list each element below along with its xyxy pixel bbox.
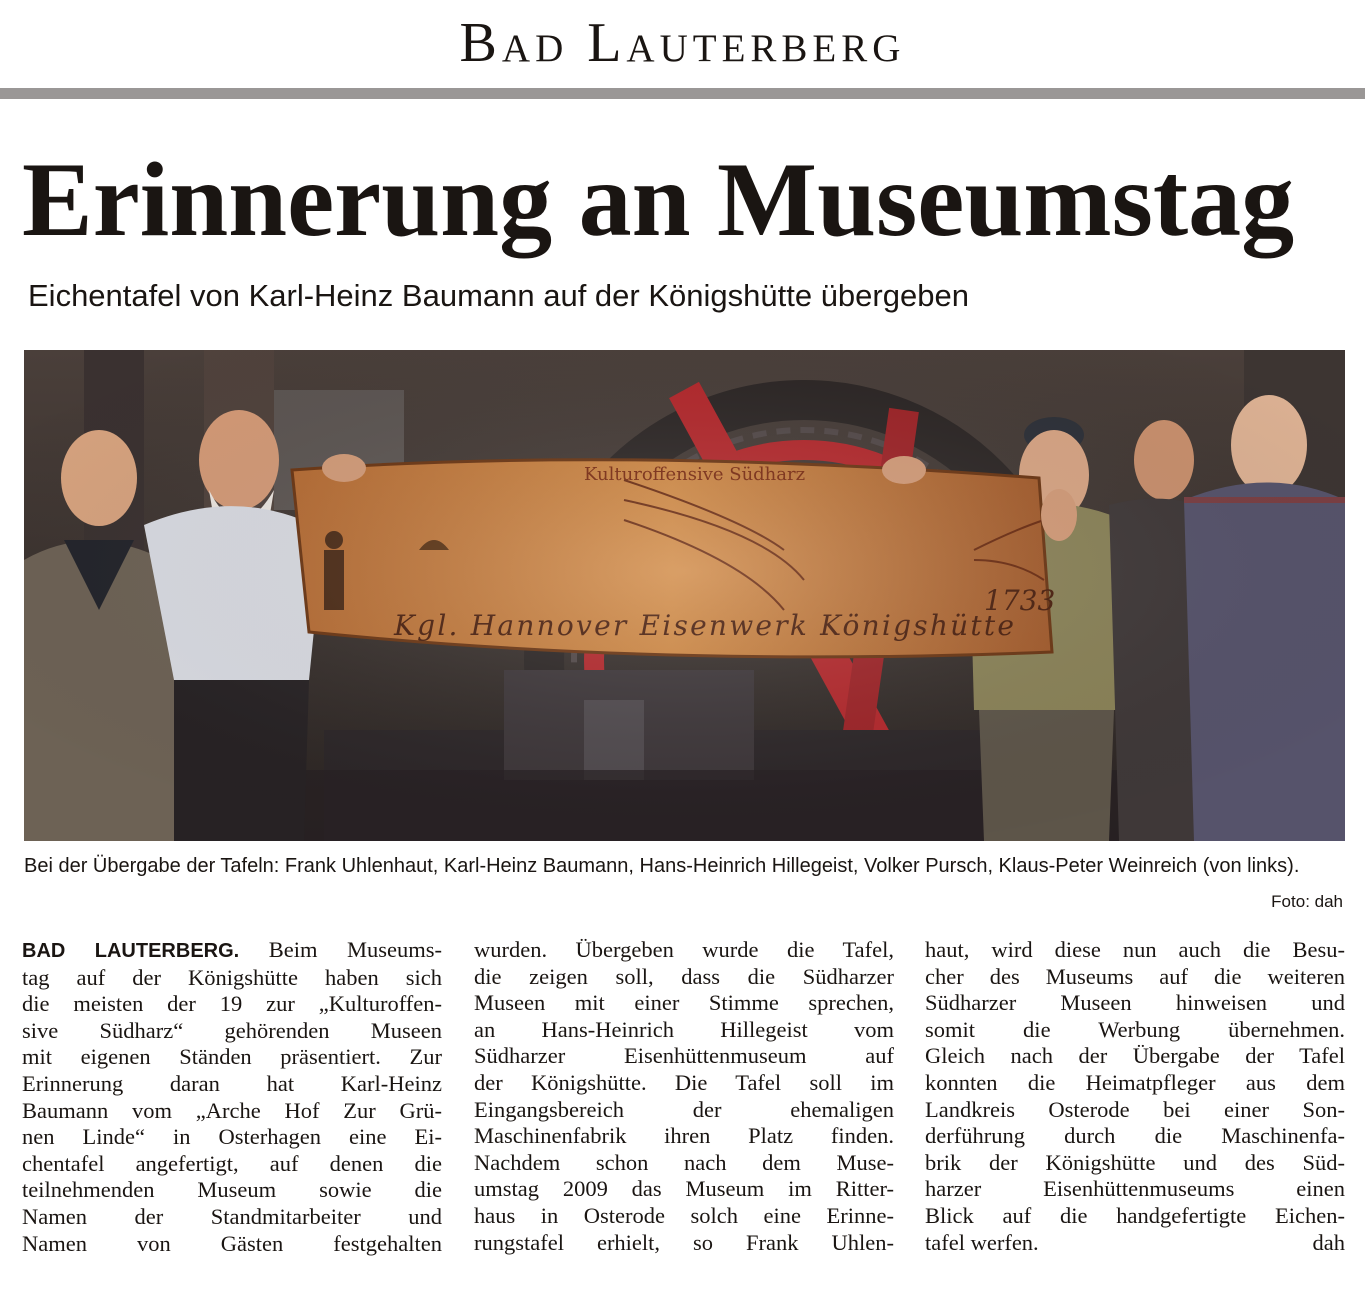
- body-line: Südharzer Eisenhüttenmuseum auf: [474, 1043, 894, 1069]
- body-line: haus in Osterode solch eine Erinne-: [474, 1202, 894, 1228]
- body-line-final: [925, 1230, 1345, 1257]
- body-line: brik der Königshütte und des Süd-: [925, 1149, 1345, 1175]
- body-line: Südharzer Museen hinweisen und: [925, 990, 1345, 1016]
- body-line: Museen mit einer Stimme sprechen,: [474, 990, 894, 1016]
- body-line: konnten die Heimatpfleger aus dem: [925, 1069, 1345, 1095]
- body-line: Namen von Gästen festgehalten: [22, 1230, 442, 1256]
- body-line: derführung durch die Maschinenfa-: [925, 1123, 1345, 1149]
- body-line: Maschinenfabrik ihren Platz finden.: [474, 1123, 894, 1149]
- body-line: Namen der Standmitarbeiter und: [22, 1203, 442, 1229]
- body-line: tafel werfen.: [925, 1229, 1039, 1255]
- body-line: umstag 2009 das Museum im Ritter-: [474, 1176, 894, 1202]
- article-column-3: [925, 937, 1345, 1256]
- body-line: die zeigen soll, dass die Südharzer: [474, 963, 894, 989]
- body-line: an Hans-Heinrich Hillegeist vom: [474, 1016, 894, 1042]
- body-line: Eingangsbereich der ehemaligen: [474, 1096, 894, 1122]
- body-line: sive Südharz“ gehörenden Museen: [22, 1017, 442, 1043]
- body-line: die meisten der 19 zur „Kulturoffen-: [22, 991, 442, 1017]
- section-rule: [0, 88, 1365, 99]
- body-line: haut, wird diese nun auch die Besu-: [925, 937, 1345, 962]
- photo-caption: Bei der Übergabe der Tafeln: Frank Uhlenhaut, Karl-Heinz Baumann, Hans-Heinrich Hillegeist, Volker Pursch, Klaus-Peter Weinreich (von links).: [24, 855, 1300, 877]
- body-line: Erinnerung daran hat Karl-Heinz: [22, 1070, 442, 1096]
- headline: Erinnerung an Museumstag: [22, 141, 1295, 258]
- article-photo: [24, 350, 1345, 841]
- body-line: Blick auf die handgefertigte Eichen-: [925, 1202, 1345, 1228]
- body-line: Landkreis Osterode bei einer Son-: [925, 1096, 1345, 1122]
- body-line: somit die Werbung übernehmen.: [925, 1016, 1345, 1042]
- photo-credit: Foto: dah: [1271, 892, 1343, 911]
- body-line: cher des Museums auf die weiteren: [925, 963, 1345, 989]
- author-signature: dah: [1312, 1229, 1345, 1255]
- body-line: tag auf der Königshütte haben sich: [22, 964, 442, 990]
- body-line: rungstafel erhielt, so Frank Uhlen-: [474, 1229, 894, 1255]
- body-line: teilnehmenden Museum sowie die: [22, 1177, 442, 1203]
- body-line: mit eigenen Ständen präsentiert. Zur: [22, 1044, 442, 1070]
- dateline: BAD LAUTERBERG.: [22, 940, 240, 962]
- body-line: nen Linde“ in Osterhagen eine Ei-: [22, 1124, 442, 1150]
- body-line: wurden. Übergeben wurde die Tafel,: [474, 937, 894, 962]
- body-line: Beim Museums-: [268, 937, 442, 962]
- body-line: Baumann vom „Arche Hof Zur Grü-: [22, 1097, 442, 1123]
- body-line: Nachdem schon nach dem Muse-: [474, 1149, 894, 1175]
- section-title: Bad Lauterberg: [459, 12, 906, 74]
- body-line: der Königshütte. Die Tafel soll im: [474, 1069, 894, 1095]
- subheadline: Eichentafel von Karl-Heinz Baumann auf der Königshütte übergeben: [28, 278, 969, 313]
- body-line: chentafel angefertigt, auf denen die: [22, 1150, 442, 1176]
- article-column-2: [474, 937, 894, 1256]
- body-line: Gleich nach der Übergabe der Tafel: [925, 1043, 1345, 1069]
- article-column-1: [22, 937, 442, 1257]
- body-line: harzer Eisenhüttenmuseums einen: [925, 1176, 1345, 1202]
